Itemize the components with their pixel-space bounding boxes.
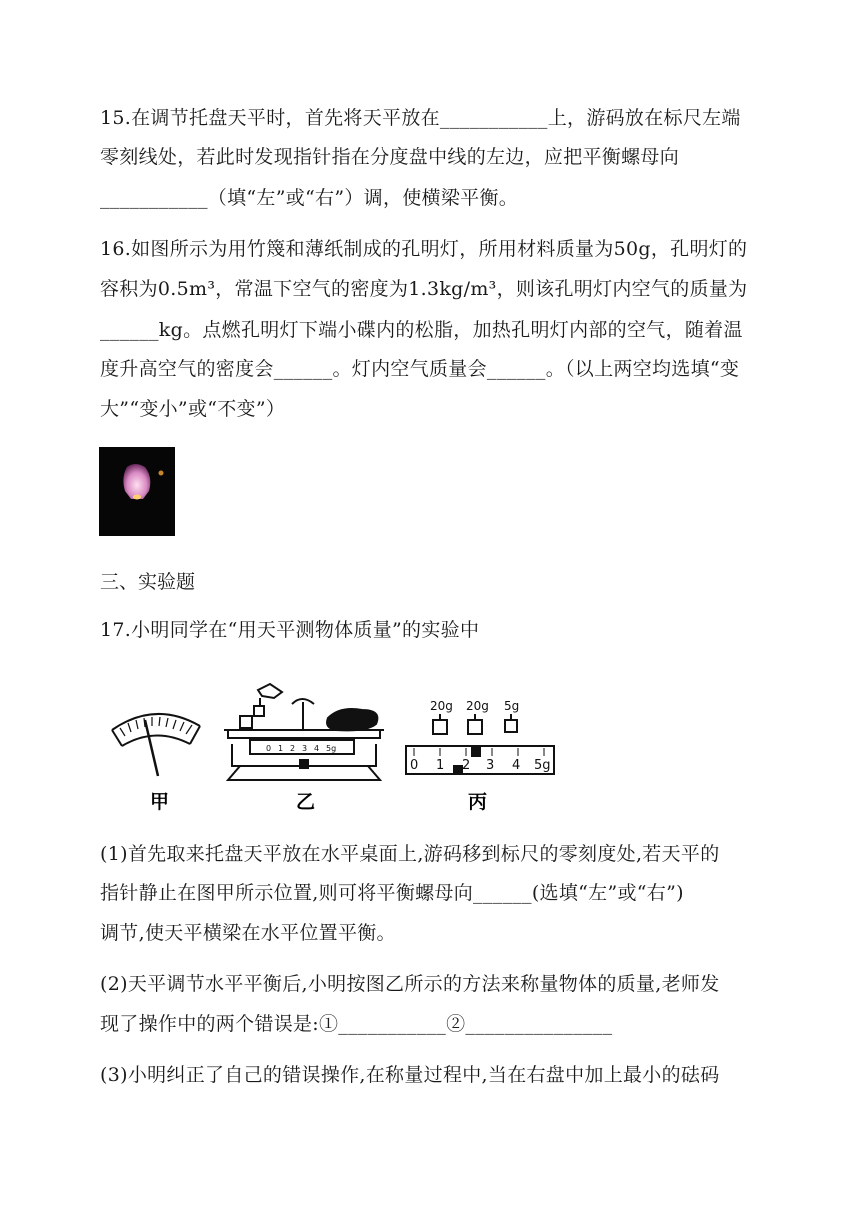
scale-tick-label: 2 (462, 758, 471, 773)
q15-line-1: 15.在调节托盘天平时，首先将天平放在___________上，游码放在标尺左端 (100, 107, 741, 129)
svg-text:3: 3 (302, 744, 308, 753)
balance-figure (100, 678, 560, 818)
q16-line-1: 16.如图所示为用竹篾和薄纸制成的孔明灯，所用材料质量为50g，孔明灯的 (100, 238, 748, 260)
scale-tick-label: 1 (436, 758, 445, 773)
section-title: 三、实验题 (100, 571, 196, 593)
svg-text:5g: 5g (326, 744, 337, 753)
q17-p1-line-2: 指针静止在图甲所示位置,则可将平衡螺母向______(选填“左”或“右”) (100, 882, 684, 904)
q17-intro: 17.小明同学在“用天平测物体质量”的实验中 (100, 619, 480, 641)
q15-line-3: ___________（填“左”或“右”）调，使横梁平衡。 (100, 187, 519, 209)
weight-label: 20g (430, 699, 453, 713)
figure-label-jia: 甲 (150, 791, 170, 813)
svg-text:2: 2 (290, 744, 296, 753)
scale-tick-label: 3 (486, 758, 495, 773)
figure-label-yi: 乙 (296, 791, 316, 813)
weight-label: 5g (504, 699, 520, 713)
scale-tick-label: 4 (512, 758, 521, 773)
q17-p1-line-3: 调节,使天平横梁在水平位置平衡。 (100, 922, 396, 944)
dial-diagram (112, 714, 200, 776)
weight-label: 20g (466, 699, 489, 713)
q16-line-5: 大”“变小”或“不变”） (100, 398, 286, 420)
q17-p1-line-1: (1)首先取来托盘天平放在水平桌面上,游码移到标尺的零刻度处,若天平的 (100, 843, 720, 865)
figure-label-bing: 丙 (468, 791, 488, 813)
balance-diagram (224, 684, 384, 780)
q16-line-4: 度升高空气的密度会______。灯内空气质量会______。（以上两空均选填“变 (100, 358, 740, 380)
scale-tick-label: 5g (534, 758, 551, 773)
svg-text:1: 1 (278, 744, 284, 753)
q17-p2-line-2: 现了操作中的两个错误是:①___________②_______________ (100, 1013, 613, 1035)
q16-line-2: 容积为0.5m³，常温下空气的密度为1.3kg/m³，则该孔明灯内空气的质量为 (100, 278, 748, 300)
q15-line-2: 零刻线处，若此时发现指针指在分度盘中线的左边，应把平衡螺母向 (100, 146, 680, 168)
q17-p3-line-1: (3)小明纠正了自己的错误操作,在称量过程中,当在右盘中加上最小的砝码 (100, 1064, 720, 1086)
scale-tick-label: 0 (410, 758, 419, 773)
sky-lantern-image (99, 447, 175, 536)
q17-p2-line-1: (2)天平调节水平平衡后,小明按图乙所示的方法来称量物体的质量,老师发 (100, 973, 720, 995)
q16-line-3: ______kg。点燃孔明灯下端小碟内的松脂，加热孔明灯内部的空气，随着温 (100, 319, 743, 341)
svg-text:0: 0 (266, 744, 272, 753)
svg-text:4: 4 (314, 744, 320, 753)
